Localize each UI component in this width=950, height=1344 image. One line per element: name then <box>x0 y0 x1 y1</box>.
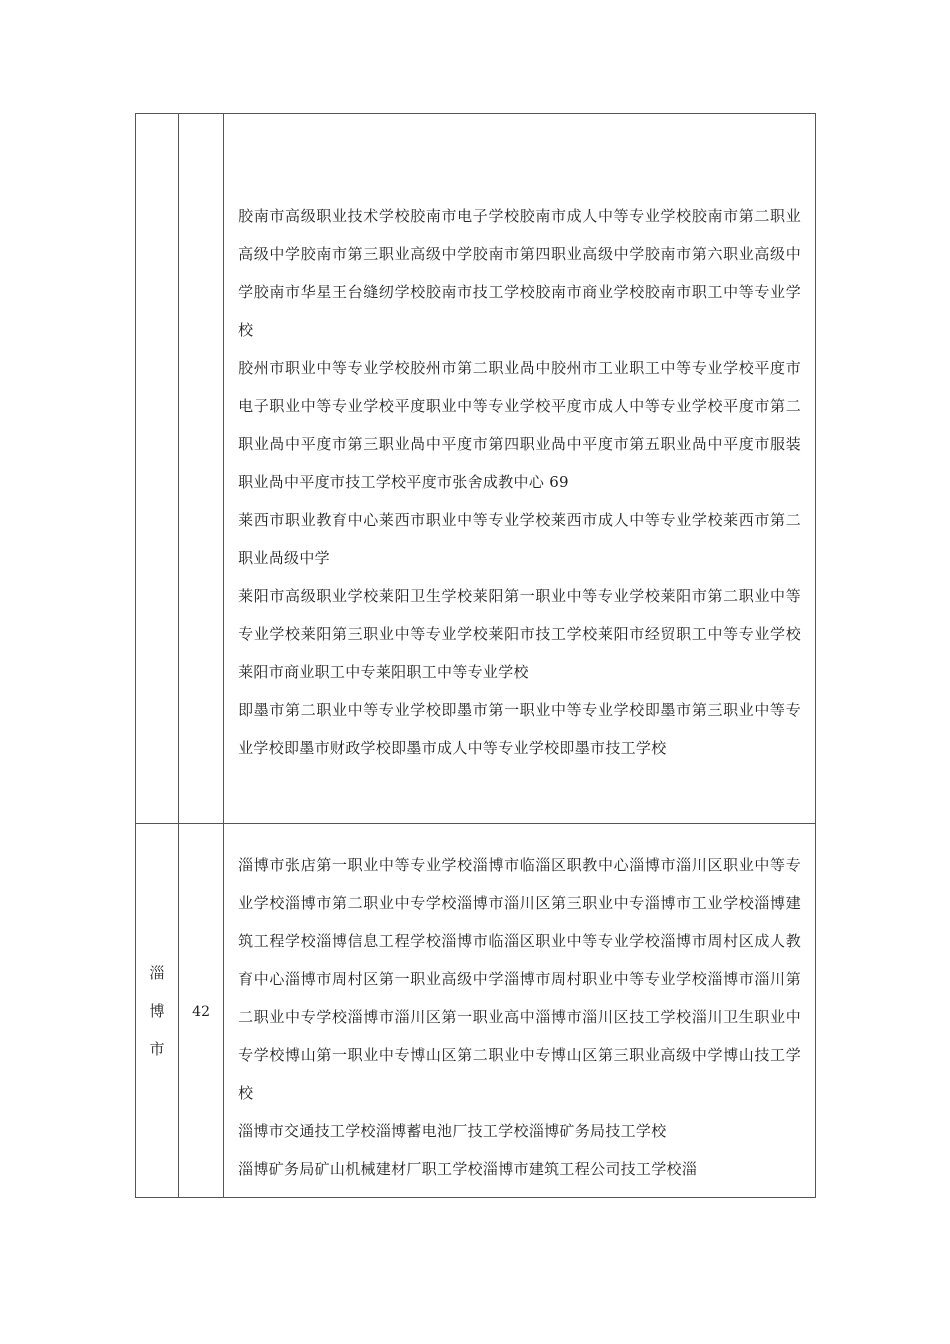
schools-cell <box>224 114 816 824</box>
count-cell <box>179 114 224 824</box>
table-row <box>136 114 816 824</box>
school-list-table <box>135 113 816 1198</box>
city-cell <box>136 114 179 824</box>
school-paragraph: 淄博市交通技工学校淄博蓄电池厂技工学校淄博矿务局技工学校 <box>238 1122 667 1140</box>
school-paragraph: 胶州市职业中等专业学校胶州市第二职业咼中胶州市工业职工中等专业学校平度市电子职业中等专业学校平度职业中等专业学校平度市成人中等专业学校平度市第二职业咼中平度市第三职业咼中平度市第四职业咼中平度市第五职业咼中平度市服装职业咼中平度市技工学校平度市张舍成教中心 69 <box>238 359 801 491</box>
table-row <box>136 824 816 1198</box>
city-cell <box>136 824 179 1198</box>
school-paragraph: 莱西市职业教育中心莱西市职业中等专业学校莱西市成人中等专业学校莱西市第二职业咼级中学 <box>238 511 801 567</box>
count-cell <box>179 824 224 1198</box>
city-name: 淄博市 <box>149 963 165 1058</box>
school-paragraph: 莱阳市高级职业学校莱阳卫生学校莱阳第一职业中等专业学校莱阳市第二职业中等专业学校莱阳第三职业中等专业学校莱阳市技工学校莱阳市经贸职工中等专业学校莱阳市商业职工中专莱阳职工中等专业学校 <box>238 587 801 681</box>
schools-cell <box>224 824 816 1198</box>
school-paragraph: 胶南市高级职业技术学校胶南市电子学校胶南市成人中等专业学校胶南市第二职业高级中学胶南市第三职业高级中学胶南市第四职业高级中学胶南市第六职业高级中学胶南市华星王台缝纫学校胶南市技工学校胶南市商业学校胶南市职工中等专业学校 <box>238 207 801 339</box>
school-paragraph: 淄博市张店第一职业中等专业学校淄博市临淄区职教中心淄博市淄川区职业中等专业学校淄博市第二职业中专学校淄博市淄川区第三职业中专淄博市工业学校淄博建筑工程学校淄博信息工程学校淄博市临淄区职业中等专业学校淄博市周村区成人教育中心淄博市周村区第一职业高级中学淄博市周村职业中等专业学校淄博市淄川第二职业中专学校淄博市淄川区第一职业高中淄博市淄川区技工学校淄川卫生职业中专学校博山第一职业中专博山区第二职业中专博山区第三职业高级中学博山技工学校 <box>238 856 801 1102</box>
school-paragraph: 即墨市第二职业中等专业学校即墨市第一职业中等专业学校即墨市第三职业中等专业学校即墨市财政学校即墨市成人中等专业学校即墨市技工学校 <box>238 701 801 757</box>
school-paragraph: 淄博矿务局矿山机械建材厂职工学校淄博市建筑工程公司技工学校淄 <box>238 1160 698 1178</box>
school-count: 42 <box>192 1003 210 1020</box>
